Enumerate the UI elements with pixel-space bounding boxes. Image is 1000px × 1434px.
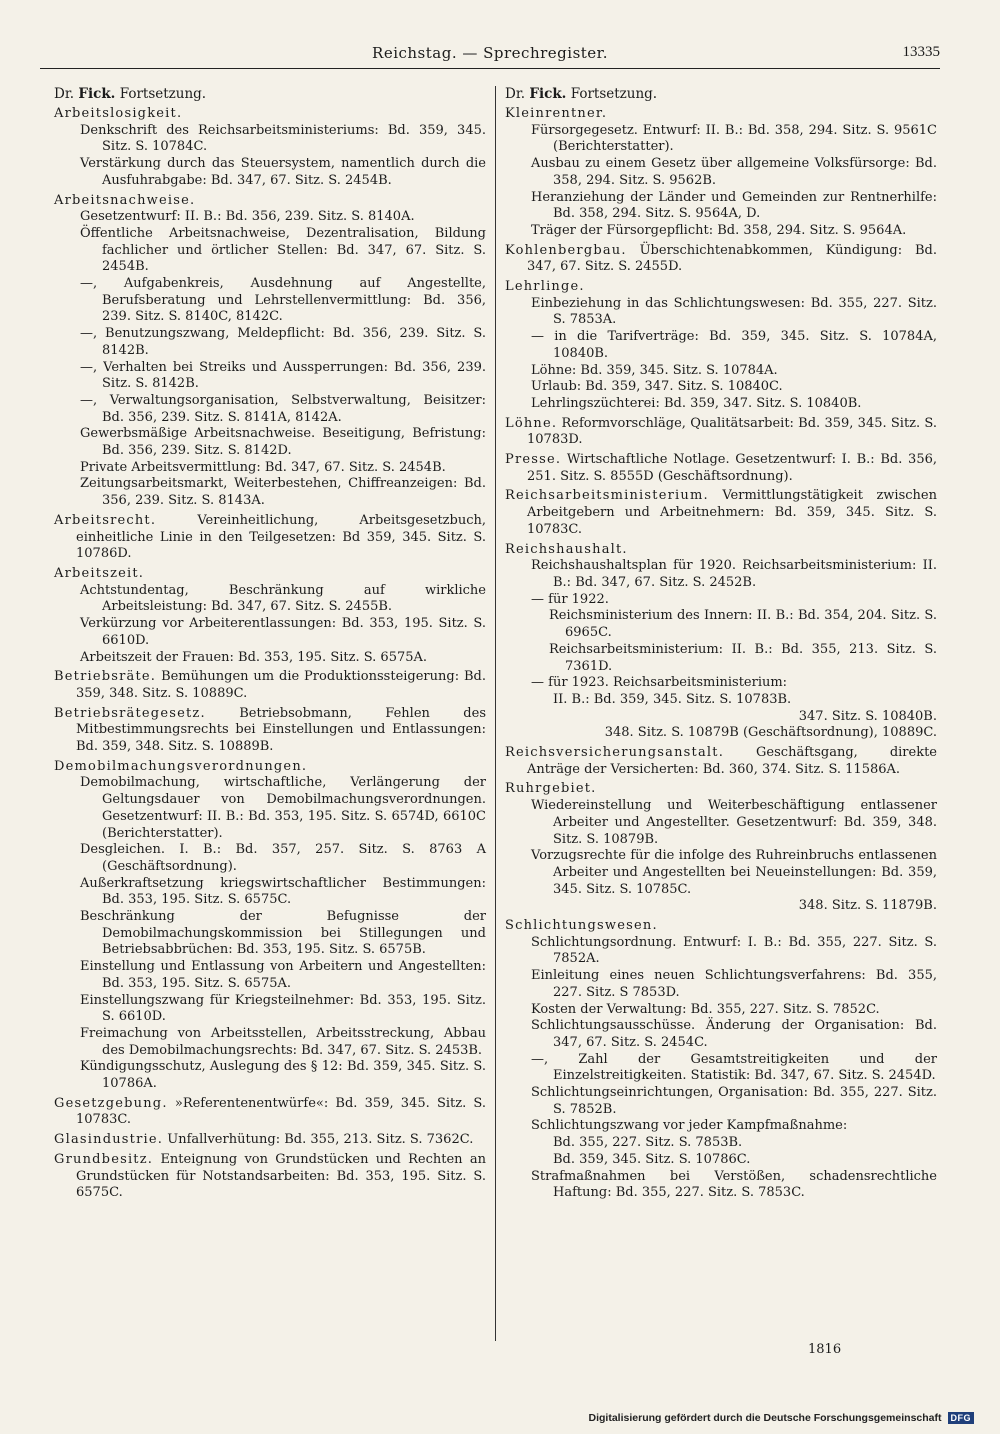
entry-text: Heranziehung der Länder und Gemeinden zur Rentnerhilfe: Bd. 358, 294. Sitz. S. 9564A, D.: [531, 189, 937, 222]
entry-text: Strafmaßnahmen bei Verstößen, schadensrechtliche Haftung: Bd. 355, 227. Sitz. S. 7853C.: [531, 1168, 937, 1201]
entry-text: 348. Sitz. S. 11879B.: [798, 898, 937, 914]
register-subentry: [54, 959, 486, 992]
entry-text: Private Arbeitsvermittlung: Bd. 347, 67. Sitz. S. 2454B.: [80, 459, 446, 475]
register-keyword-entry: [54, 1132, 486, 1149]
register-keyword-entry: [505, 416, 937, 449]
entry-text: Öffentliche Arbeitsnachweise, Dezentralisation, Bildung fachlicher und örtlicher Stellen: Bd. 347, 67. Sitz. S. 2454B.: [80, 225, 486, 275]
entry-text: Ausbau zu einem Gesetz über allgemeine Volksfürsorge: Bd. 358, 294. Sitz. S. 9562B.: [531, 156, 937, 188]
register-keyword-entry: [505, 106, 937, 123]
entry-text: —, Verwaltungsorganisation, Selbstverwaltung, Beisitzer: Bd. 356, 239. Sitz. S. 8141A, 8142A.: [80, 392, 486, 425]
digitization-credit: [589, 1410, 974, 1426]
entry-text: — für 1922.: [531, 591, 609, 607]
entry-text: Reichsarbeitsministerium: II. B.: Bd. 355, 213. Sitz. S. 7361D.: [549, 641, 937, 674]
register-keyword-entry: [54, 106, 486, 123]
entry-text: Verkürzung vor Arbeiterentlassungen: Bd. 353, 195. Sitz. S. 6610D.: [80, 616, 486, 648]
register-subentry: [505, 642, 937, 675]
register-subentry: [505, 798, 937, 848]
register-subentry: [505, 1152, 937, 1169]
entry-text: Reichsministerium des Innern: II. B.: Bd. 354, 204. Sitz. S. 6965C.: [549, 608, 937, 641]
register-subentry: [505, 156, 937, 189]
register-subentry: [505, 558, 937, 591]
register-subentry: [505, 1002, 937, 1019]
entry-text: II. B.: Bd. 359, 345. Sitz. S. 10783B.: [553, 691, 792, 707]
entry-text: Unfallverhütung: Bd. 355, 213. Sitz. S. 7362C.: [167, 1132, 474, 1148]
register-keyword-entry: [505, 279, 937, 296]
keyword: Reichshaushalt.: [505, 541, 628, 557]
register-subentry: [54, 426, 486, 459]
keyword: Arbeitsnachweise.: [54, 192, 196, 208]
entry-text: —, Verhalten bei Streiks und Aussperrungen: Bd. 356, 239. Sitz. S. 8142B.: [80, 359, 486, 392]
register-keyword-entry: [54, 1096, 486, 1129]
speaker-name: Fick.: [78, 86, 116, 102]
keyword: Betriebsräte.: [54, 669, 157, 685]
register-keyword-entry: [505, 243, 937, 276]
register-subentry: [505, 675, 937, 692]
entry-text: —, Benutzungszwang, Meldepflicht: Bd. 356, 239. Sitz. S. 8142B.: [80, 326, 486, 358]
entry-text: Bd. 359, 345. Sitz. S. 10786C.: [553, 1151, 751, 1167]
register-subentry: [505, 1085, 937, 1118]
register-subentry: [505, 223, 937, 240]
register-subentry: [54, 876, 486, 909]
entry-text: Einleitung eines neuen Schlichtungsverfahrens: Bd. 355, 227. Sitz. S 7853D.: [531, 968, 937, 1000]
register-subentry: [54, 1026, 486, 1059]
entry-text: Einstellungszwang für Kriegsteilnehmer: Bd. 353, 195. Sitz. S. 6610D.: [80, 992, 486, 1025]
sheet-number: 1816: [808, 1342, 842, 1357]
entry-text: Enteignung von Grundstücken und Rechten an Grundstücken für Notstandsarbeiten: Bd. 353, 195. Sitz. S. 6575C.: [76, 1151, 486, 1201]
register-subentry: [505, 1135, 937, 1152]
heading-prefix: Dr.: [505, 86, 526, 102]
keyword: Glasindustrie.: [54, 1132, 164, 1148]
entry-text: Bd. 355, 227. Sitz. S. 7853B.: [553, 1135, 743, 1151]
register-keyword-entry: [505, 918, 937, 935]
entry-text: Arbeitszeit der Frauen: Bd. 353, 195. Sitz. S. 6575A.: [80, 649, 428, 665]
register-subentry: [54, 650, 486, 667]
keyword: Kohlenbergbau.: [505, 242, 627, 258]
entry-text: Einbeziehung in das Schlichtungswesen: Bd. 355, 227. Sitz. S. 7853A.: [531, 295, 937, 328]
entry-text: Kosten der Verwaltung: Bd. 355, 227. Sitz. S. 7852C.: [531, 1001, 880, 1017]
entry-text: Vereinheitlichung, Arbeitsgesetzbuch, einheitliche Linie in den Teilgesetzen: Bd 359, 345. Sitz. S. 10786D.: [76, 512, 486, 562]
entry-text: Reichshaushaltsplan für 1920. Reichsarbeitsministerium: II. B.: Bd. 347, 67. Sitz. S. 2452B.: [531, 558, 937, 590]
entry-text: 348. Sitz. S. 10879B (Geschäftsordnung), 10889C.: [604, 725, 937, 741]
register-subentry: [505, 329, 937, 362]
register-subentry: [54, 226, 486, 276]
register-subentry: [54, 360, 486, 393]
register-keyword-entry: [505, 542, 937, 559]
entry-text: Schlichtungsausschüsse. Änderung der Organisation: Bd. 347, 67. Sitz. S. 2454C.: [531, 1018, 937, 1050]
keyword: Arbeitszeit.: [54, 565, 145, 581]
register-subentry: [505, 379, 937, 396]
register-subentry: [54, 393, 486, 426]
entry-text: Fürsorgegesetz. Entwurf: II. B.: Bd. 358, 294. Sitz. S. 9561C (Berichterstatter).: [531, 122, 937, 155]
register-subentry: [54, 460, 486, 477]
right-entries: [505, 106, 937, 1202]
register-subentry: [505, 692, 937, 709]
register-subentry: [54, 209, 486, 226]
register-subentry: [505, 1052, 937, 1085]
register-keyword-entry: [54, 759, 486, 776]
register-subentry: [505, 296, 937, 329]
entry-text: Bemühungen um die Produktionssteigerung: Bd. 359, 348. Sitz. S. 10889C.: [76, 669, 486, 701]
register-keyword-entry: [505, 488, 937, 538]
entry-text: Zeitungsarbeitsmarkt, Weiterbestehen, Chiffreanzeigen: Bd. 356, 239. Sitz. S. 8143A.: [80, 476, 486, 509]
entry-text: Kündigungsschutz, Auslegung des § 12: Bd. 359, 345. Sitz. S. 10786A.: [80, 1059, 486, 1092]
entry-text: Vermittlungstätigkeit zwischen Arbeitgebern und Arbeitnehmern: Bd. 359, 345. Sitz. S. 10783C.: [527, 488, 937, 537]
dfg-logo: DFG: [948, 1412, 975, 1424]
entry-text: —, Aufgabenkreis, Ausdehnung auf Angestellte, Berufsberatung und Lehrstellenvermittlung: Bd. 356, 239. Sitz. S. 8140C, 8142C.: [80, 276, 486, 325]
entry-text: Freimachung von Arbeitsstellen, Arbeitsstreckung, Abbau des Demobilmachungsrechts: Bd. 347, 67. Sitz. S. 2453B.: [80, 1025, 486, 1058]
left-column-heading: [54, 86, 486, 103]
register-subentry: [505, 190, 937, 223]
entry-text: Denkschrift des Reichsarbeitsministeriums: Bd. 359, 345. Sitz. S. 10784C.: [80, 122, 486, 155]
entry-text: Einstellung und Entlassung von Arbeitern und Angestellten: Bd. 353, 195. Sitz. S. 6575A.: [80, 959, 486, 991]
entry-text: Schlichtungsordnung. Entwurf: I. B.: Bd. 355, 227. Sitz. S. 7852A.: [531, 934, 937, 967]
keyword: Reichsversicherungsanstalt.: [505, 745, 725, 761]
register-subentry: [54, 583, 486, 616]
register-keyword-entry: [54, 566, 486, 583]
register-keyword-entry: [54, 513, 486, 563]
register-subentry: [54, 616, 486, 649]
keyword: Ruhrgebiet.: [505, 781, 597, 797]
entry-text: Lehrlingszüchterei: Bd. 359, 347. Sitz. S. 10840B.: [531, 395, 862, 411]
register-subentry: [505, 123, 937, 156]
entry-text: Gesetzentwurf: II. B.: Bd. 356, 239. Sitz. S. 8140A.: [80, 209, 415, 225]
register-subentry: [505, 968, 937, 1001]
keyword: Löhne.: [505, 415, 558, 431]
entry-text: Betriebsobmann, Fehlen des Mitbestimmungsrechts bei Einstellungen und Entlassungen: Bd. 359, 348. Sitz. S. 10889B.: [76, 705, 486, 755]
register-subentry: [505, 592, 937, 609]
register-subentry: [54, 276, 486, 326]
right-column-heading: [505, 86, 937, 103]
entry-text: Schlichtungszwang vor jeder Kampfmaßnahme:: [531, 1118, 848, 1134]
keyword: Betriebsrätegesetz.: [54, 705, 206, 721]
entry-text: »Referentenentwürfe«: Bd. 359, 345. Sitz. S. 10783C.: [76, 1095, 486, 1128]
running-title: Reichstag. — Sprechregister.: [372, 44, 608, 62]
credit-text: Digitalisierung gefördert durch die Deutsche Forschungsgemeinschaft: [588, 1412, 942, 1424]
register-subentry: [54, 1059, 486, 1092]
register-subentry: [505, 1018, 937, 1051]
heading-prefix: Dr.: [54, 86, 75, 102]
keyword: Arbeitslosigkeit.: [54, 106, 183, 121]
register-subentry: [54, 156, 486, 189]
right-column: [505, 86, 937, 1346]
register-subentry: [54, 123, 486, 156]
entry-text: Geschäftsgang, direkte Anträge der Versicherten: Bd. 360, 374. Sitz. S. 11586A.: [527, 745, 937, 777]
entry-text: Außerkraftsetzung kriegswirtschaftlicher Bestimmungen: Bd. 353, 195. Sitz. S. 6575C.: [80, 875, 486, 908]
register-keyword-entry: [505, 745, 937, 778]
entry-text: 347. Sitz. S. 10840B.: [798, 708, 937, 724]
entry-text: Demobilmachung, wirtschaftliche, Verlängerung der Geltungsdauer von Demobilmachungsverordnungen. Gesetzentwurf: II. B.: Bd. 353, 195. Sitz. S. 6574D, 6610C (Berichterstatter).: [80, 775, 486, 841]
register-subentry: [54, 476, 486, 509]
register-subentry: [54, 326, 486, 359]
left-entries: [54, 106, 486, 1202]
entry-text: Desgleichen. I. B.: Bd. 357, 257. Sitz. S. 8763 A (Geschäftsordnung).: [80, 842, 486, 874]
left-column: [54, 86, 486, 1346]
register-keyword-entry: [54, 1152, 486, 1202]
register-keyword-entry: [54, 669, 486, 702]
speaker-name: Fick.: [529, 86, 567, 102]
entry-text: Träger der Fürsorgepflicht: Bd. 358, 294. Sitz. S. 9564A.: [531, 222, 907, 238]
entry-text: Achtstundentag, Beschränkung auf wirkliche Arbeitsleistung: Bd. 347, 67. Sitz. S. 2455B.: [80, 582, 486, 615]
register-columns: [54, 86, 944, 1346]
keyword: Gesetzgebung.: [54, 1095, 168, 1111]
heading-suffix: Fortsetzung.: [119, 86, 207, 102]
entry-text: Urlaub: Bd. 359, 347. Sitz. S. 10840C.: [531, 379, 783, 395]
register-subentry: [505, 396, 937, 413]
entry-text: Schlichtungseinrichtungen, Organisation: Bd. 355, 227. Sitz. S. 7852B.: [531, 1085, 937, 1117]
keyword: Presse.: [505, 452, 562, 468]
register-subentry: [505, 848, 937, 898]
keyword: Grundbesitz.: [54, 1151, 154, 1167]
register-subentry: [505, 363, 937, 380]
keyword: Reichsarbeitsministerium.: [505, 488, 709, 504]
page-header: [40, 38, 940, 69]
register-keyword-entry: [54, 706, 486, 756]
register-subentry: [54, 909, 486, 959]
entry-text: — für 1923. Reichsarbeitsministerium:: [531, 675, 788, 691]
entry-text: Beschränkung der Befugnisse der Demobilmachungskommission bei Stillegungen und Betriebsabbrüchen: Bd. 353, 195. Sitz. S. 6575B.: [80, 909, 486, 958]
register-subentry: [54, 993, 486, 1026]
entry-text: Verstärkung durch das Steuersystem, namentlich durch die Ausfuhrabgabe: Bd. 347, 67. Sitz. S. 2454B.: [80, 156, 486, 188]
register-subentry: [505, 725, 937, 742]
register-keyword-entry: [505, 452, 937, 485]
register-subentry: [505, 709, 937, 726]
column-divider: [495, 86, 496, 1341]
register-subentry: [505, 1169, 937, 1202]
heading-suffix: Fortsetzung.: [570, 86, 658, 102]
keyword: Demobilmachungsverordnungen.: [54, 758, 308, 774]
register-subentry: [505, 935, 937, 968]
entry-text: Überschichtenabkommen, Kündigung: Bd. 347, 67. Sitz. S. 2455D.: [527, 242, 937, 275]
entry-text: Gewerbsmäßige Arbeitsnachweise. Beseitigung, Befristung: Bd. 356, 239. Sitz. S. 8142D.: [80, 426, 486, 459]
keyword: Arbeitsrecht.: [54, 512, 157, 528]
entry-text: — in die Tarifverträge: Bd. 359, 345. Sitz. S. 10784A, 10840B.: [531, 329, 937, 361]
entry-text: Vorzugsrechte für die infolge des Ruhreinbruchs entlassenen Arbeiter und Angestellten bei Neueinstellungen: Bd. 359, 345. Sitz. S. 10785C.: [531, 848, 937, 897]
register-keyword-entry: [505, 781, 937, 798]
page-number: 13335: [902, 44, 940, 60]
entry-text: Reformvorschläge, Qualitätsarbeit: Bd. 359, 345. Sitz. S. 10783D.: [527, 415, 938, 448]
register-subentry: [505, 608, 937, 641]
register-subentry: [54, 775, 486, 842]
register-subentry: [505, 898, 937, 915]
entry-text: —, Zahl der Gesamtstreitigkeiten und der Einzelstreitigkeiten. Statistik: Bd. 347, 67. Sitz. S. 2454D.: [531, 1051, 937, 1084]
entry-text: Wiedereinstellung und Weiterbeschäftigung entlassener Arbeiter und Angestellter. Gesetzentwurf: Bd. 359, 348. Sitz. S. 10879B.: [531, 798, 937, 847]
keyword: Schlichtungswesen.: [505, 918, 658, 934]
keyword: Lehrlinge.: [505, 279, 585, 295]
register-subentry: [505, 1118, 937, 1135]
register-keyword-entry: [54, 193, 486, 210]
register-subentry: [54, 842, 486, 875]
entry-text: Löhne: Bd. 359, 345. Sitz. S. 10784A.: [531, 362, 778, 378]
keyword: Kleinrentner.: [505, 106, 608, 121]
entry-text: Wirtschaftliche Notlage. Gesetzentwurf: I. B.: Bd. 356, 251. Sitz. S. 8555D (Geschäftsordnung).: [527, 452, 937, 484]
